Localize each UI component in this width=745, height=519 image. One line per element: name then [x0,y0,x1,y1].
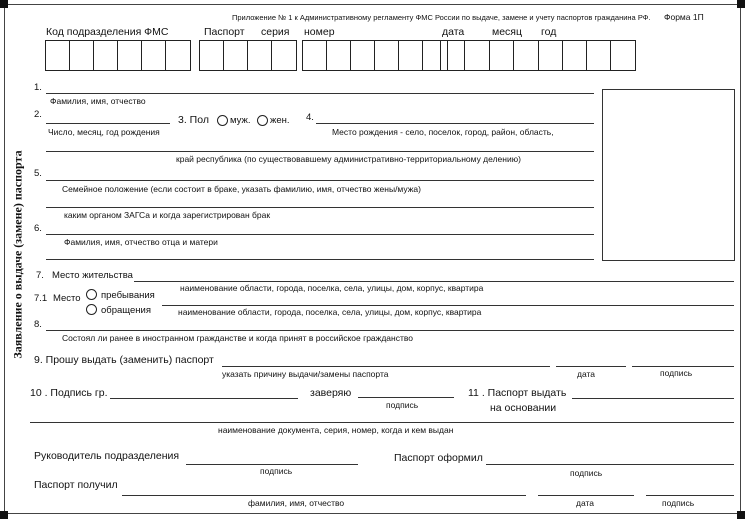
received-date-caption: дата [576,498,595,508]
field-5-caption: Семейное положение (если состоит в браке, указать фамилию, имя, отчество жены/мужа) [62,184,421,194]
field-7-line[interactable] [134,281,734,282]
head-label: Руководитель подразделения [34,450,180,462]
year-boxes[interactable] [538,40,636,71]
number-cell[interactable] [303,41,327,70]
field-7-1-line[interactable] [162,305,734,306]
regulation-note: Приложение № 1 к Административному регламенту ФМС России по выдаче, замене и учету паспортов гражданина РФ. [232,13,651,22]
passport-series-boxes[interactable] [199,40,297,71]
field-6-line[interactable] [46,234,594,235]
sex-female-label: жен. [270,115,290,126]
code-cell[interactable] [94,41,118,70]
field-5-number: 5. [34,168,42,179]
number-cell[interactable] [399,41,423,70]
field-10-line[interactable] [110,398,298,399]
field-4-line[interactable] [316,123,594,124]
code-cell[interactable] [70,41,94,70]
number-cell[interactable] [375,41,399,70]
field-11-line-2[interactable] [30,422,734,423]
field-1-caption: Фамилия, имя, отчество [50,96,146,106]
head-sign-caption: подпись [260,466,293,476]
received-date-line[interactable] [538,495,634,496]
field-11-label-2: на основании [490,402,557,414]
field-6-caption: Фамилия, имя, отчество отца и матери [64,237,218,247]
code-cell[interactable] [118,41,142,70]
field-4-caption-2: край республика (по существовавшему административно-территориальному делению) [176,154,521,164]
year-cell[interactable] [563,41,587,70]
corner-mark-bottom-left [0,511,8,519]
issued-sign-caption: подпись [570,468,603,478]
field-11-line[interactable] [572,398,734,399]
month-cell[interactable] [490,41,514,70]
field-5-caption-2: каким органом ЗАГСа и когда зарегистрирован брак [64,210,271,220]
field-8-caption: Состоял ли ранее в иностранном гражданстве и когда принят в российское гражданство [62,333,414,343]
month-boxes[interactable] [489,40,539,71]
field-5-line-2[interactable] [46,207,594,208]
field-4-number: 4. [306,112,314,123]
field-1-number: 1. [34,82,42,93]
number-cell[interactable] [327,41,351,70]
passport-label: Паспорт [204,26,245,38]
fms-code-label: Код подразделения ФМС [46,26,169,38]
month-label: месяц [492,26,523,38]
field-10-label: 10 . Подпись гр. [30,387,108,399]
code-cell[interactable] [166,41,190,70]
field-7-1-number: 7.1 [34,293,48,304]
field-6-number: 6. [34,223,42,234]
field-7-number: 7. [36,270,44,281]
field-7-label: Место жительства [52,270,133,281]
series-cell[interactable] [272,41,296,70]
stay-radio[interactable] [86,289,97,300]
passport-number-boxes[interactable] [302,40,448,71]
received-fio-line[interactable] [122,495,526,496]
field-11-caption: наименование документа, серия, номер, когда и кем выдан [218,425,454,435]
code-cell[interactable] [142,41,166,70]
field-8-number: 8. [34,319,42,330]
field-9-label: 9. Прошу выдать (заменить) паспорт [34,354,214,366]
issued-label: Паспорт оформил [394,452,483,464]
year-cell[interactable] [539,41,563,70]
series-cell[interactable] [224,41,248,70]
received-fio-caption: фамилия, имя, отчество [248,498,345,508]
year-label: год [541,26,557,38]
photo-box [602,89,735,261]
field-4-line-2[interactable] [46,151,594,152]
field-8-line[interactable] [46,330,734,331]
issued-sign-line[interactable] [486,464,734,465]
field-1-line[interactable] [46,93,594,94]
field-9-sign-line[interactable] [632,366,734,367]
field-9-sign-caption: подпись [660,368,693,378]
fms-code-boxes[interactable] [45,40,191,71]
stay-label: пребывания [101,290,155,301]
corner-mark-bottom-right [737,511,745,519]
certify-sign-caption: подпись [386,400,419,410]
received-label: Паспорт получил [34,479,118,491]
series-label: серия [261,26,290,38]
field-7-caption: наименование области, города, поселка, села, улицы, дом, корпус, квартира [180,283,484,293]
corner-mark-top-right [737,0,745,8]
year-cell[interactable] [587,41,611,70]
day-cell[interactable] [441,41,465,70]
field-3-label: 3. Пол [178,114,209,126]
date-label: дата [442,26,465,38]
field-9-date-caption: дата [577,369,596,379]
form-id: Форма 1П [664,12,704,22]
field-9-caption: указать причину выдачи/замены паспорта [222,369,389,379]
month-cell[interactable] [514,41,538,70]
day-cell[interactable] [465,41,489,70]
number-label: номер [304,26,335,38]
side-title: Заявление о выдаче (замене) паспорта [10,150,25,359]
code-cell[interactable] [46,41,70,70]
field-7-1-label: Место [53,293,81,304]
head-sign-line[interactable] [186,464,358,465]
received-sign-caption: подпись [662,498,695,508]
field-2-caption: Число, месяц, год рождения [48,127,160,137]
field-5-line[interactable] [46,180,594,181]
series-cell[interactable] [248,41,272,70]
certify-sign-line[interactable] [358,397,454,398]
field-11-label: 11 . Паспорт выдать [468,387,567,399]
sex-female-radio[interactable] [257,115,268,126]
field-6-line-2[interactable] [46,259,594,260]
field-4-caption: Место рождения - село, поселок, город, район, область, [332,127,554,137]
field-7-1-caption: наименование области, города, поселка, села, улицы, дом, корпус, квартира [178,307,482,317]
address-radio[interactable] [86,304,97,315]
series-cell[interactable] [200,41,224,70]
certify-label: заверяю [310,387,352,399]
corner-mark-top-left [0,0,8,8]
field-9-date-line[interactable] [556,366,626,367]
address-label: обращения [101,305,151,316]
day-boxes[interactable] [440,40,490,71]
number-cell[interactable] [351,41,375,70]
field-2-number: 2. [34,109,42,120]
sex-male-radio[interactable] [217,115,228,126]
field-9-reason-line[interactable] [222,366,550,367]
received-sign-line[interactable] [646,495,734,496]
sex-male-label: муж. [230,115,251,126]
field-2-line[interactable] [46,123,170,124]
year-cell[interactable] [611,41,635,70]
